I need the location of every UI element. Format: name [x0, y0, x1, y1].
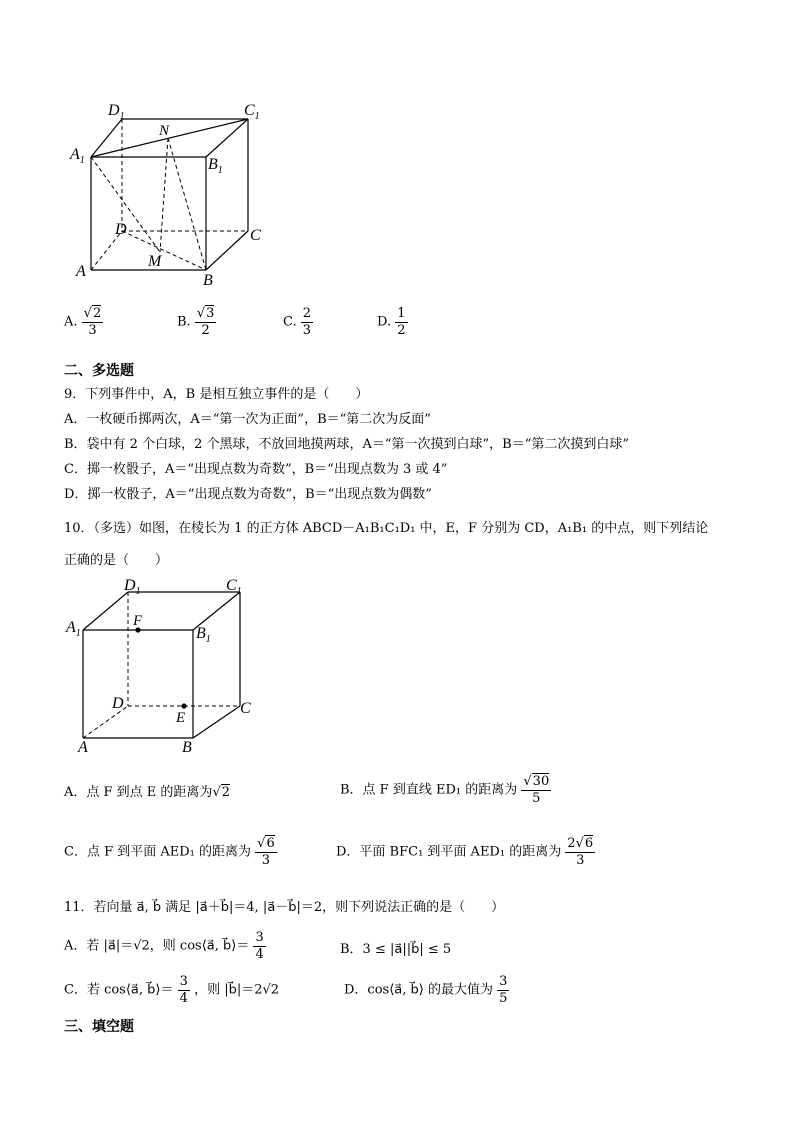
label-n: N — [159, 123, 170, 139]
point-e — [181, 703, 186, 708]
figure-cube-2 — [60, 578, 270, 758]
q9-option-a[interactable]: A．一枚硬币掷两次，A＝“第一次为正面”，B＝“第二次为反面” — [64, 412, 431, 427]
edge-bc — [193, 706, 240, 738]
seg-nm — [160, 138, 168, 252]
q10-option-c[interactable]: C．点 F 到平面 AED₁ 的距离为 $\frac{√6}{3}$ — [64, 836, 275, 868]
q11-option-c[interactable]: C．若 cos⟨a⃗, b⃗⟩＝ $\frac{3}{4}$ ，则 |b⃗|＝2√2 — [64, 974, 280, 1006]
label-d1: $D_1$ — [124, 578, 141, 597]
q8-option-d[interactable]: D. $\frac{1}{2}$ — [377, 306, 406, 338]
label-f: F — [133, 613, 143, 629]
label-c: C — [250, 227, 261, 244]
label-b1: $B_1$ — [208, 156, 223, 176]
q8-option-b[interactable]: B. $\frac{√3}{2}$ — [177, 306, 215, 338]
q9-option-d[interactable]: D．掷一枚骰子，A＝“出现点数为奇数”，B＝“出现点数为偶数” — [64, 487, 432, 502]
q11-stem: 11．若向量 a⃗, b⃗ 满足 |a⃗＋b⃗|＝4, |a⃗－b⃗|＝2，则下列说法正确的是（ ） — [64, 900, 505, 915]
q11-option-a[interactable]: A．若 |a⃗|＝√2，则 cos⟨a⃗, b⃗⟩＝ $\frac{3}{4}$ — [64, 930, 264, 962]
q10-option-a[interactable]: A．点 F 到点 E 的距离为√2 — [64, 785, 231, 800]
edge-bc — [206, 231, 248, 270]
label-b: B — [182, 739, 192, 756]
label-c: C — [240, 700, 251, 717]
diag-a1c1 — [91, 119, 248, 157]
label-c1: $C_1$ — [226, 578, 242, 597]
label-d: D — [112, 695, 124, 712]
q8-option-c[interactable]: C. $\frac{2}{3}$ — [283, 306, 312, 338]
q10-option-b[interactable]: B．点 F 到直线 ED₁ 的距离为 $\frac{√30}{5}$ — [340, 774, 550, 806]
seg-nb — [168, 138, 206, 270]
label-d: D — [115, 221, 127, 238]
q8-option-a[interactable]: A. $\frac{√2}{3}$ — [64, 306, 102, 338]
label-b1: $B_1$ — [196, 625, 211, 645]
figure-cube-1 — [60, 95, 280, 295]
q9-stem: 9．下列事件中，A，B 是相互独立事件的是（ ） — [64, 387, 369, 402]
label-e: E — [176, 710, 186, 726]
q10-stem-line1: 10．（多选）如图，在棱长为 1 的正方体 ABCD－A₁B₁C₁D₁ 中，E，F 分别为 CD，A₁B₁ 的中点，则下列结论 — [64, 521, 709, 536]
diag-db — [122, 231, 206, 270]
q9-option-c[interactable]: C．掷一枚骰子，A＝“出现点数为奇数”，B＝“出现点数为 3 或 4” — [64, 462, 448, 477]
q11-option-d[interactable]: D．cos⟨a⃗, b⃗⟩ 的最大值为 $\frac{3}{5}$ — [344, 974, 508, 1006]
q11-option-b[interactable]: B．3 ≤ |a⃗||b⃗| ≤ 5 — [340, 942, 452, 957]
section-title-multiple-choice: 二、多选题 — [64, 363, 134, 379]
label-d1: $D_1$ — [108, 102, 125, 122]
label-a: A — [76, 263, 86, 280]
label-c1: $C_1$ — [244, 102, 260, 122]
q10-stem-line2: 正确的是（ ） — [64, 553, 169, 568]
label-m: M — [148, 253, 162, 270]
q9-option-b[interactable]: B．袋中有 2 个白球，2 个黑球，不放回地摸两球，A＝“第一次摸到白球”，B＝“第二次摸到白球” — [64, 437, 630, 452]
label-a1: $A_1$ — [66, 619, 81, 639]
section-title-fill-in: 三、填空题 — [64, 1019, 134, 1035]
edge-a1d1 — [91, 119, 122, 157]
edge-a1d1 — [83, 592, 128, 630]
label-b: B — [203, 272, 213, 289]
label-a1: $A_1$ — [70, 146, 85, 166]
label-a: A — [78, 739, 88, 756]
q10-option-d[interactable]: D．平面 BFC₁ 到平面 AED₁ 的距离为 $\frac{2√6}{3}$ — [336, 836, 594, 868]
